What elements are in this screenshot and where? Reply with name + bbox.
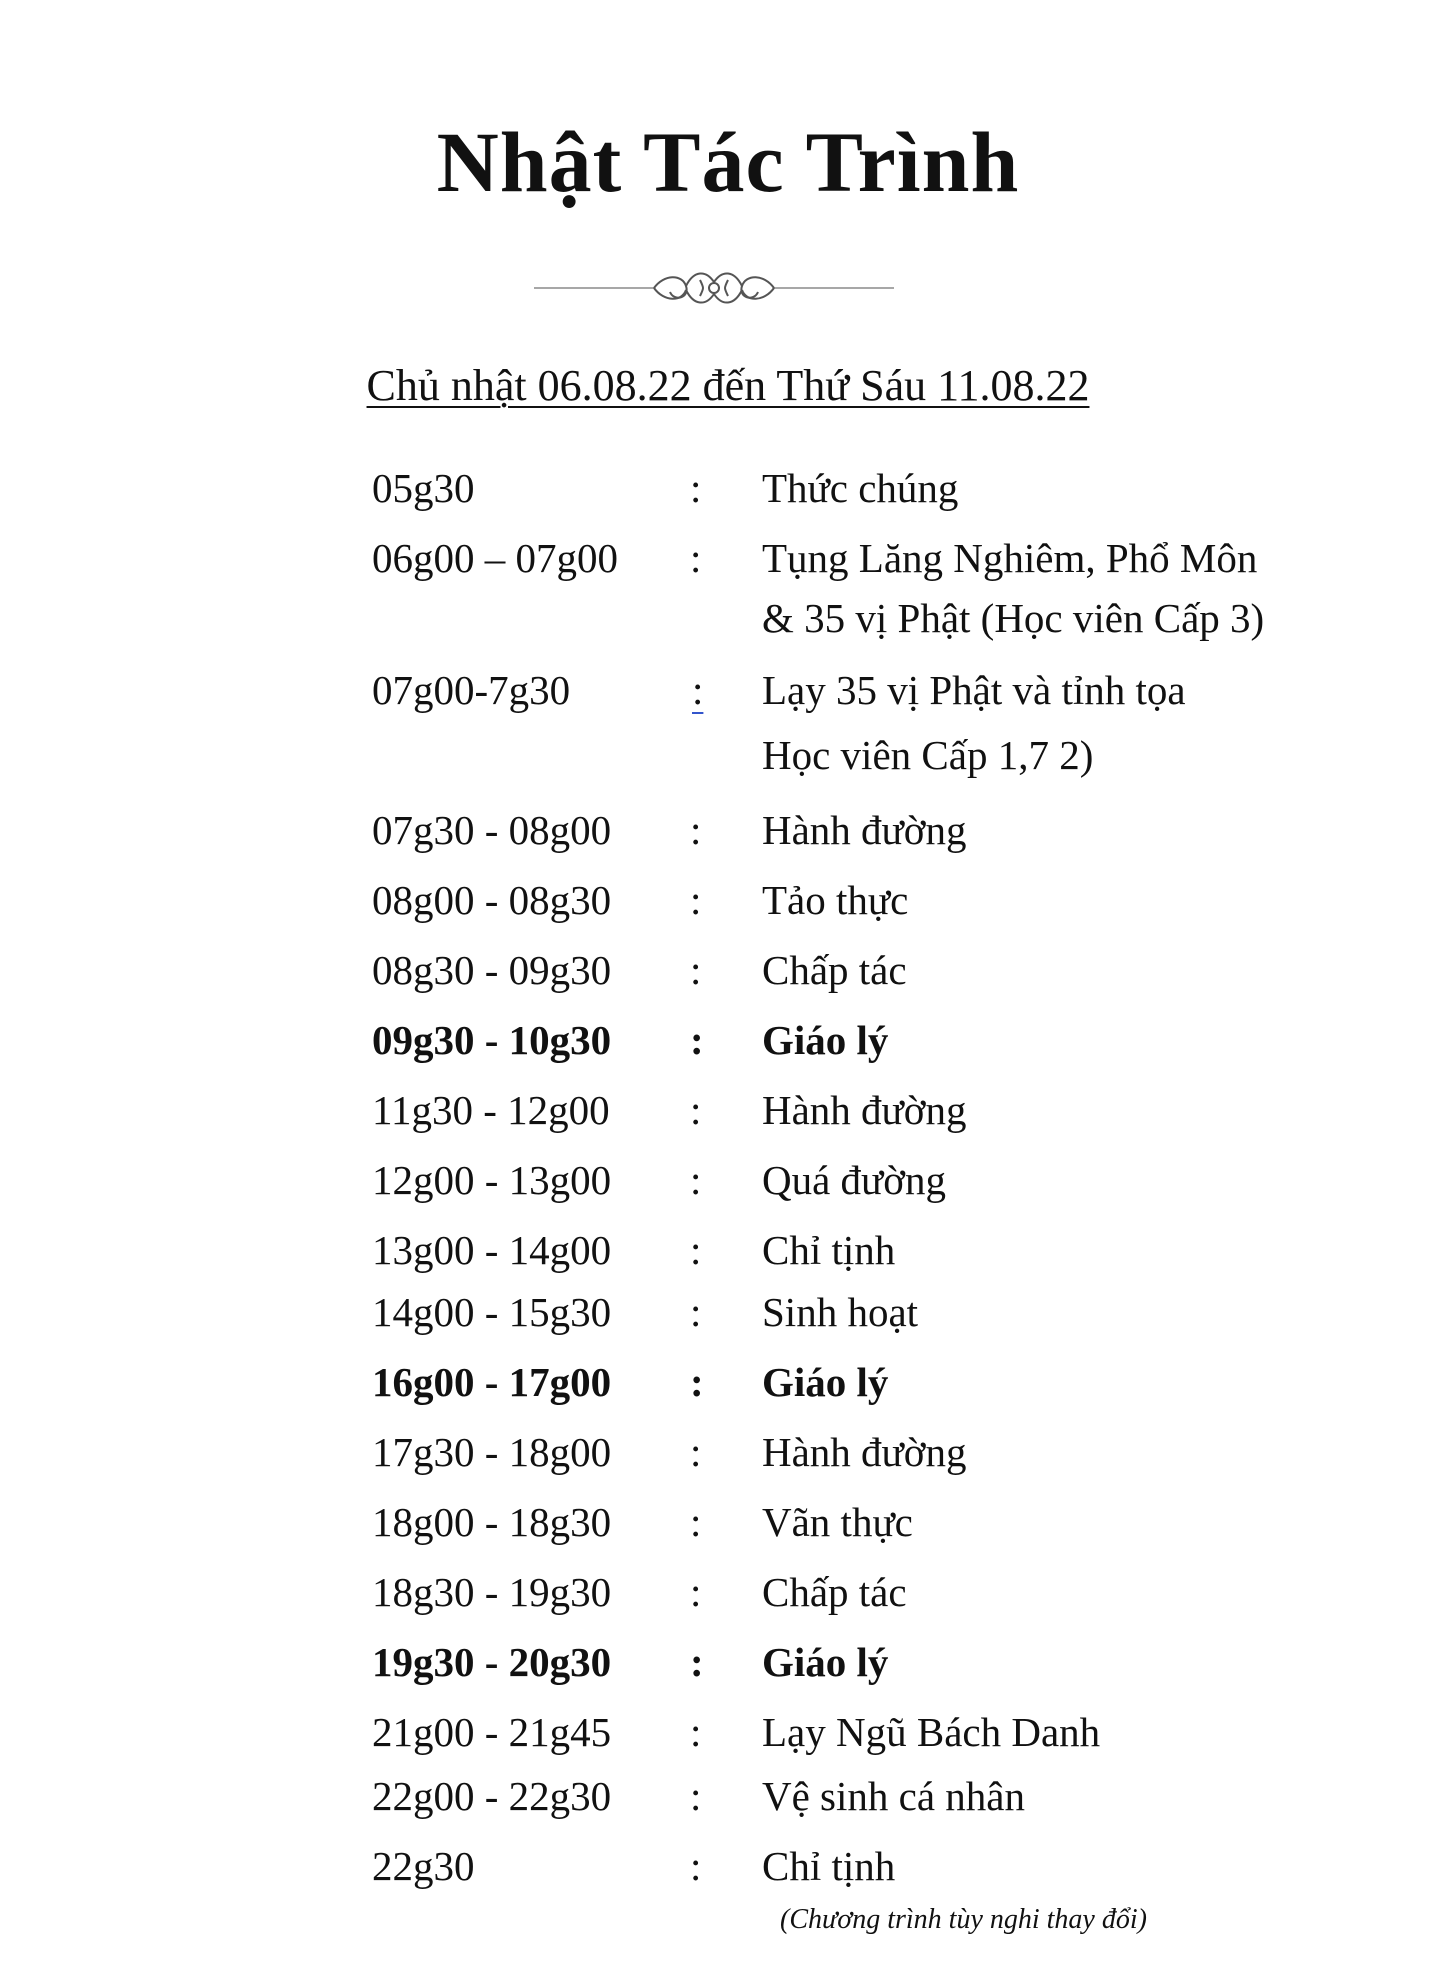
schedule-separator: : — [690, 1569, 702, 1615]
activity-line: Giáo lý — [762, 1639, 889, 1685]
activity-line: Hành đường — [762, 807, 967, 853]
activity-line: Vãn thực — [762, 1499, 913, 1545]
schedule-separator: : — [690, 947, 702, 993]
schedule-time: 06g00 – 07g00 — [372, 535, 618, 581]
schedule-time: 11g30 - 12g00 — [372, 1087, 610, 1133]
activity-line: Hành đường — [762, 1429, 967, 1475]
schedule-activity — [762, 458, 1362, 518]
schedule-separator: : — [690, 1639, 704, 1685]
schedule-time: 17g30 - 18g00 — [372, 1429, 612, 1475]
activity-line: Tụng Lăng Nghiêm, Phổ Môn — [762, 535, 1258, 581]
schedule-separator: : — [690, 1227, 702, 1273]
schedule-activity — [762, 1352, 1362, 1412]
schedule-activity — [762, 870, 1362, 930]
page-title: Nhật Tác Trình — [436, 114, 1020, 210]
activity-line: & 35 vị Phật (Học viên Cấp 3) — [762, 595, 1265, 641]
schedule-separator: : — [690, 1709, 702, 1755]
activity-line: Thức chúng — [762, 465, 959, 511]
activity-line: Hành đường — [762, 1087, 967, 1133]
schedule-time: 22g00 - 22g30 — [372, 1773, 612, 1819]
activity-line: Chỉ tịnh — [762, 1843, 896, 1889]
schedule-time: 21g00 - 21g45 — [372, 1709, 612, 1755]
schedule-time: 08g00 - 08g30 — [372, 877, 612, 923]
schedule-activity — [762, 800, 1362, 860]
schedule-separator: : — [690, 1773, 702, 1819]
activity-line: Học viên Cấp 1,7 2) — [762, 732, 1094, 778]
schedule-activity — [762, 1150, 1362, 1210]
schedule-activity — [762, 940, 1362, 1000]
schedule-separator: : — [690, 1289, 702, 1335]
schedule-time: 08g30 - 09g30 — [372, 947, 612, 993]
schedule-time: 07g00-7g30 — [372, 667, 571, 713]
activity-line: Lạy Ngũ Bách Danh — [762, 1709, 1101, 1755]
schedule-activity — [762, 660, 1362, 790]
activity-line: Giáo lý — [762, 1359, 889, 1405]
schedule-separator: : — [690, 1359, 704, 1405]
schedule-time: 05g30 — [372, 465, 475, 511]
schedule-activity — [762, 1766, 1362, 1826]
schedule-time: 18g00 - 18g30 — [372, 1499, 612, 1545]
schedule-activity — [762, 528, 1362, 648]
schedule-separator: : — [690, 877, 702, 923]
schedule-activity — [762, 1836, 1362, 1896]
schedule-separator: : — [690, 1087, 702, 1133]
schedule-separator: : — [690, 1157, 702, 1203]
activity-line: Lạy 35 vị Phật và tỉnh tọa — [762, 667, 1186, 713]
schedule-separator: : — [690, 1017, 704, 1063]
schedule-activity — [762, 1632, 1362, 1692]
activity-line: Tảo thực — [762, 877, 909, 923]
schedule-activity — [762, 1702, 1362, 1762]
schedule-separator: : — [690, 465, 702, 511]
schedule-separator: : — [690, 1843, 702, 1889]
schedule-separator: : — [690, 1429, 702, 1475]
schedule-activity — [762, 1080, 1362, 1140]
schedule-time: 18g30 - 19g30 — [372, 1569, 612, 1615]
schedule-separator: : — [690, 807, 702, 853]
activity-line: Quá đường — [762, 1157, 946, 1203]
schedule-time: 12g00 - 13g00 — [372, 1157, 612, 1203]
change-note: (Chương trình tùy nghi thay đổi) — [780, 1904, 1147, 1935]
schedule-time: 07g30 - 08g00 — [372, 807, 612, 853]
schedule-activity — [762, 1492, 1362, 1552]
schedule-time: 14g00 - 15g30 — [372, 1289, 612, 1335]
schedule-separator: : — [692, 667, 704, 713]
schedule-separator: : — [690, 535, 702, 581]
date-range-text: Chủ nhật 06.08.22 đến Thứ Sáu 11.08.22 — [366, 361, 1090, 410]
schedule-time: 13g00 - 14g00 — [372, 1227, 612, 1273]
activity-line: Chỉ tịnh — [762, 1227, 896, 1273]
schedule-separator: : — [690, 1499, 702, 1545]
schedule-time: 19g30 - 20g30 — [372, 1639, 612, 1685]
activity-line: Chấp tác — [762, 947, 907, 993]
schedule-time: 16g00 - 17g00 — [372, 1359, 612, 1405]
schedule-activity — [762, 1422, 1362, 1482]
schedule-activity — [762, 1010, 1362, 1070]
activity-line: Chấp tác — [762, 1569, 907, 1615]
schedule-activity — [762, 1282, 1362, 1342]
activity-line: Giáo lý — [762, 1017, 889, 1063]
activity-line: Sinh hoạt — [762, 1289, 919, 1335]
schedule-time: 09g30 - 10g30 — [372, 1017, 612, 1063]
schedule-activity — [762, 1220, 1362, 1280]
activity-line: Vệ sinh cá nhân — [762, 1773, 1025, 1819]
schedule-time: 22g30 — [372, 1843, 475, 1889]
schedule-activity — [762, 1562, 1362, 1622]
